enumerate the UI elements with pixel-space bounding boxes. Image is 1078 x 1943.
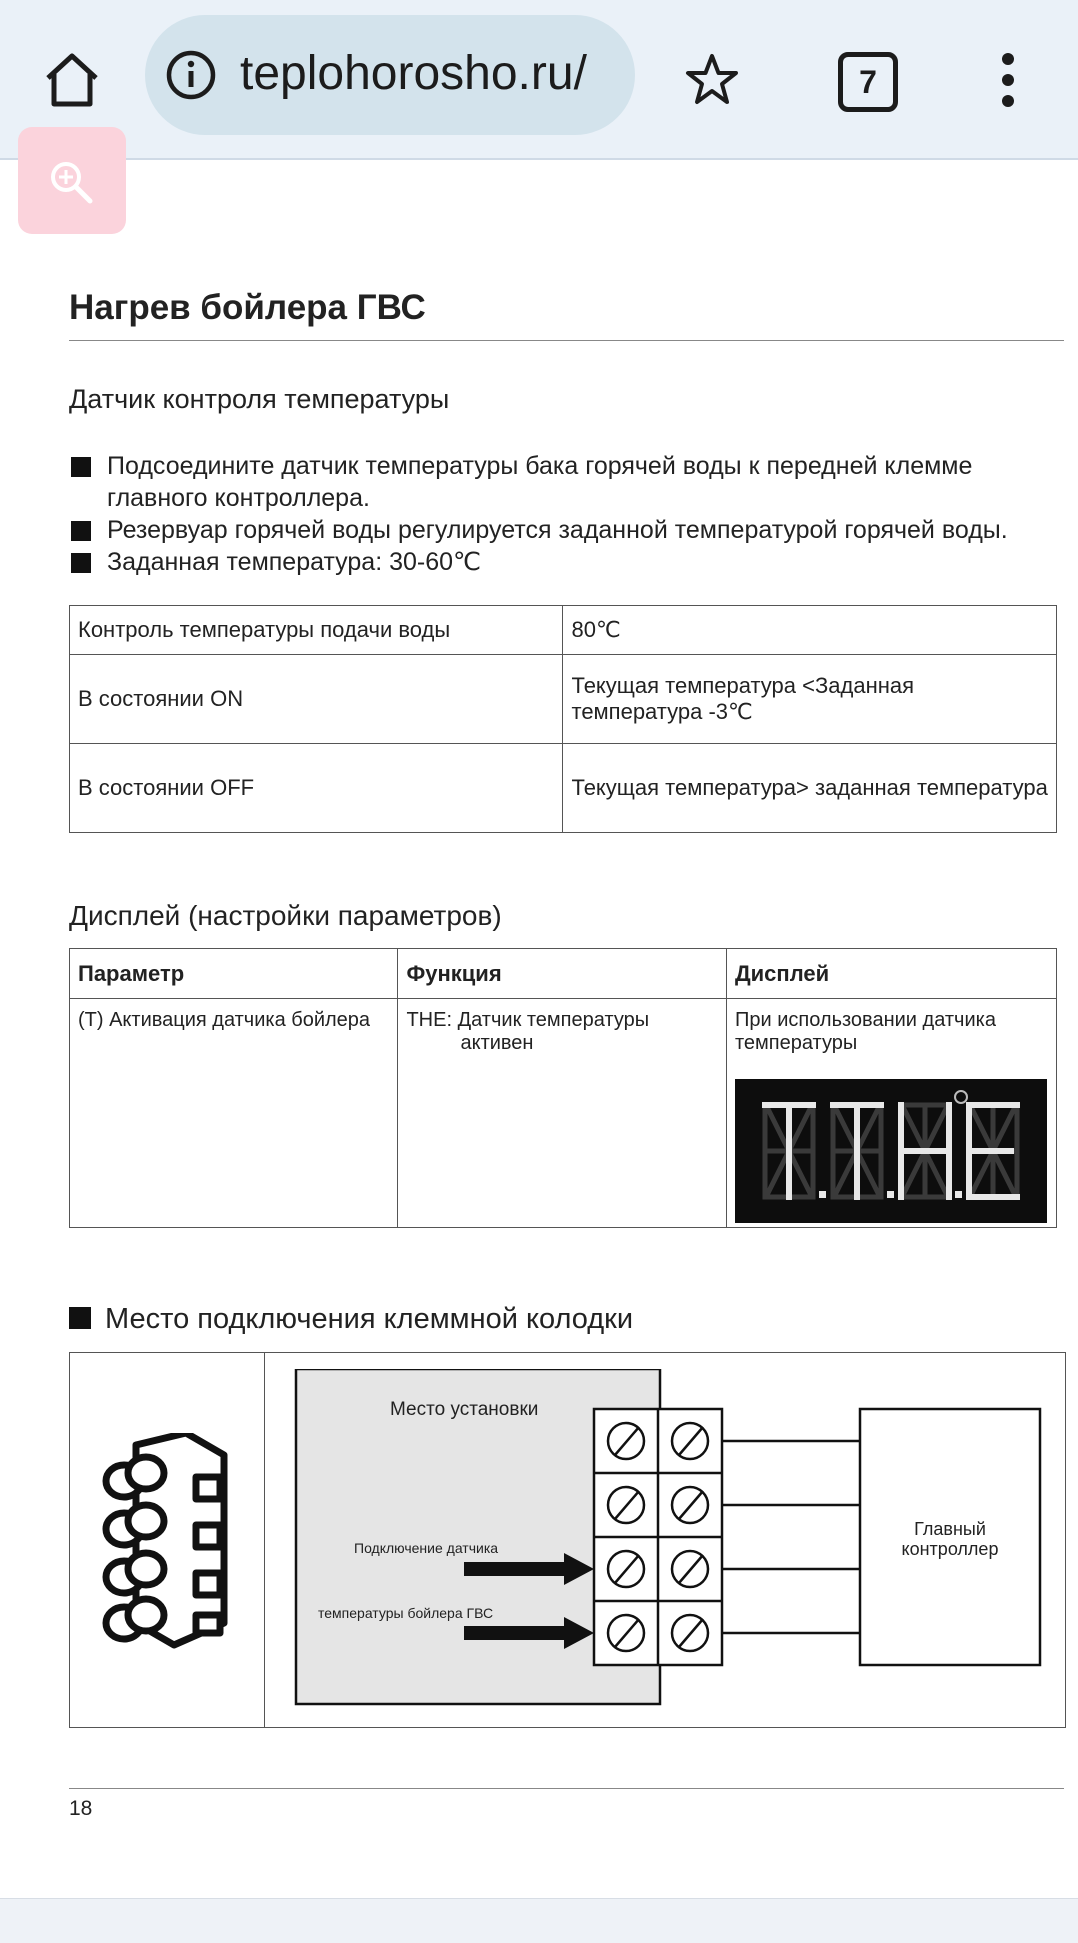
function-code: THE: Датчик температуры (406, 1009, 650, 1031)
column-header: Дисплей (726, 949, 1056, 999)
address-bar[interactable] (145, 15, 635, 135)
zoom-button[interactable] (18, 127, 126, 234)
table-cell: В состоянии OFF (70, 744, 563, 833)
controller-label-line2: контроллер (901, 1539, 999, 1559)
table-row (70, 606, 1057, 655)
terminal-diagram (69, 1352, 1066, 1728)
url-text[interactable]: teplohorosho.ru/ (240, 47, 587, 100)
diagram-divider (264, 1353, 265, 1727)
bullet-square-icon (71, 521, 91, 541)
bullet-text: Резервуар горячей воды регулируется заданной температурой горячей воды. (107, 516, 1008, 544)
section-heading-display: Дисплей (настройки параметров) (69, 900, 502, 931)
display-cell (726, 999, 1056, 1228)
table-row (70, 744, 1057, 833)
table-cell: В состоянии ON (70, 655, 563, 744)
table-header-row (70, 949, 1057, 999)
parameter-table (69, 948, 1057, 1228)
list-item (69, 514, 1064, 546)
column-header: Функция (398, 949, 727, 999)
sensor-label-line2: температуры бойлера ГВС (318, 1605, 494, 1621)
bullet-square-icon (69, 1307, 91, 1329)
bullet-text: Заданная температура: 30-60℃ (107, 548, 482, 576)
zoom-in-icon (48, 159, 94, 205)
home-icon (42, 52, 102, 108)
temperature-control-table (69, 605, 1057, 833)
bullet-square-icon (71, 457, 91, 477)
bullet-square-icon (71, 553, 91, 573)
table-cell: Текущая температура <Заданная температура -3℃ (563, 655, 1057, 744)
home-button[interactable] (42, 52, 102, 108)
page-title: Нагрев бойлера ГВС (69, 288, 426, 327)
install-place-label: Место установки (390, 1399, 539, 1420)
controller-label-line1: Главный (914, 1519, 986, 1539)
param-cell: (T) Активация датчика бойлера (70, 999, 398, 1228)
table-cell: 80℃ (563, 606, 1057, 655)
page-number: 18 (69, 1797, 93, 1820)
terminal-block-icon (96, 1433, 236, 1653)
list-item (69, 546, 1064, 578)
info-icon[interactable] (165, 49, 217, 101)
bullet-list (69, 450, 1064, 578)
bullet-text: Подсоедините датчик температуры бака горячей воды к передней клемме главного контроллера. (107, 452, 973, 512)
section-subtitle: Датчик контроля температуры (69, 384, 450, 414)
table-row (70, 999, 1057, 1228)
section-heading-text: Место подключения клеммной колодки (105, 1303, 634, 1335)
lcd-segments-image (735, 1079, 1047, 1223)
toolbar-divider (0, 158, 1078, 160)
footer-divider (69, 1788, 1064, 1789)
function-cell (398, 999, 727, 1228)
sensor-label-line1: Подключение датчика (354, 1540, 499, 1556)
column-header: Параметр (70, 949, 398, 999)
list-item (69, 450, 1064, 514)
table-cell: Текущая температура> заданная температура (563, 744, 1057, 833)
star-icon[interactable] (684, 52, 740, 108)
section-heading-terminal (69, 1303, 633, 1336)
tab-switcher-button[interactable]: 7 (838, 52, 898, 112)
display-description: При использовании датчика температуры (734, 1009, 996, 1054)
table-cell: Контроль температуры подачи воды (70, 606, 563, 655)
browser-toolbar (0, 0, 1078, 160)
more-vert-icon[interactable] (998, 52, 1018, 108)
table-row (70, 655, 1057, 744)
main-controller-label (860, 1519, 1040, 1559)
lcd-display (735, 1079, 1047, 1223)
bottom-bar (0, 1898, 1078, 1943)
title-divider (69, 340, 1064, 341)
function-continuation: активен (460, 1032, 534, 1054)
